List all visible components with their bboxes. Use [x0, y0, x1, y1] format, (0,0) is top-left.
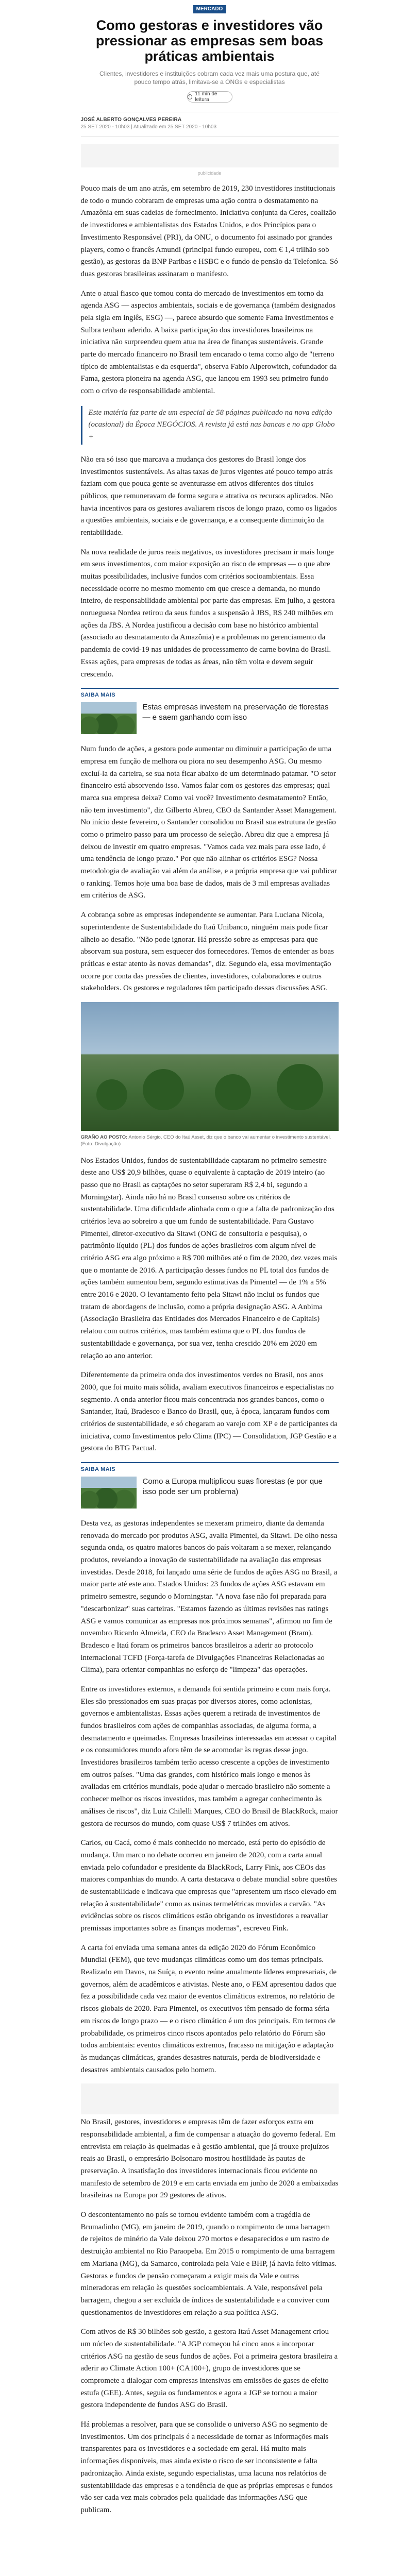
- clock-icon: [188, 94, 193, 99]
- ad-slot-2[interactable]: [81, 2083, 339, 2114]
- related-heading: SAIBA MAIS: [81, 688, 339, 698]
- special-edition-note: [81, 406, 339, 445]
- paragraph-16: Há problemas a resolver, para que se consolide o universo ASG no segmento de investimentos. Um dos principais é a necessidade de tornar as informações mais transparentes para os investidores e a sociedade em geral. Há muito mais informações disponíveis, mas ainda existe o risco de ser inconsistente e falta padronização. Ainda existe, segundo especialistas, uma lacuna nos relatórios de sustentabilidade das empresas e a tendência de que as próprias empresas e fundos vão ser cada vez mais cobrados pela qualidade das informações ASG que publicam.: [80, 2420, 333, 2514]
- related-article-2[interactable]: [81, 1462, 339, 1509]
- author-name[interactable]: JOSÉ ALBERTO GONÇALVES PEREIRA: [80, 117, 182, 123]
- paragraph-4: Na nova realidade de juros reais negativos, os investidores precisam ir mais longe em seus investimentos, com maior exposição ao risco de empresas — o que abre muitas possibilidades, inclusive fundos com critérios socioambientais. Essa necessidade ocorre no mesmo momento em que cresce a demanda, no mundo inteiro, de responsabilidade ambiental por parte das empresas. Em julho, a gestora norueguesa Nordea retirou da seus fundos a suspensão à JBS, R$ 240 milhões em ações da JBS. A Nordea justificou a decisão com base no histórico ambiental (associado ao desmatamento da Amazônia) e a problemas no gerenciamento da pandemia de covid-19 nas unidades de processamento de carne bovina do Brasil. Essas ações, para empresas de todas as áreas, não têm volta e devem seguir crescendo.: [80, 548, 335, 679]
- paragraph-15: Com ativos de R$ 30 bilhões sob gestão, a gestora Itaú Asset Management criou um núcleo de sustentabilidade. "A JGP começou há cinco anos a incorporar critérios ASG na gestão de seus fundos de ações. Foi a primeira gestora brasileira a aderir ao Climate Action 100+ (CA100+), grupo de investidores que se compromete a dialogar com empresas intensivas em emissões de gases de efeito estufa (GEE). Antes, seguia os fundamentos e agora a JGP se tornou a maior gestora independente de fundos ASG do Brasil.: [80, 2328, 338, 2410]
- related-title[interactable]: Como a Europa multiplicou suas florestas (e por que isso pode ser um problema): [142, 1477, 323, 1496]
- related-title[interactable]: Estas empresas investem na preservação de florestas — e saem ganhando com isso: [142, 703, 329, 722]
- ad-slot[interactable]: [81, 144, 339, 167]
- paragraph-11: Carlos, ou Cacá, como é mais conhecido no mercado, está perto do episódio de mudança. Um marco no debate ocorreu em janeiro de 2020, com a carta anual enviada pelo cofundador e presidente da BlackRock, Larry Fink, aos CEOs das maiores companhias do mundo. A carta destacava o debate mundial sobre questões de sustentabilidade e indicava que empresas que "apresentem um risco elevado em relação à sustentabilidade" como as usinas termelétricas movidas a carvão. "As evidências sobre os riscos climáticos estão obrigando os investidores a reavaliar premissas importantes sobre as finanças modernas", escreveu Fink.: [80, 1839, 337, 1933]
- related-card[interactable]: [81, 1477, 339, 1509]
- reading-time-label: 11 min de leitura: [195, 91, 217, 103]
- paragraph-3: Não era só isso que marcava a mudança dos gestores do Brasil longe dos investimentos sustentáveis. As altas taxas de juros vigentes até pouco tempo atrás faziam com que pouca gente se aventurasse em ativos diferentes dos títulos públicos, que remuneravam de forma segura e atrativa os recursos aplicados. Não havia incentivos para os gestores avaliarem riscos de longo prazo, como os ligados a questões ambientais, sociais e de governança, e a consequente diminuição da rentabilidade.: [80, 455, 337, 537]
- reading-time-badge: [187, 91, 232, 103]
- byline: [81, 112, 339, 137]
- related-thumbnail[interactable]: [81, 1477, 137, 1509]
- paragraph-14: O descontentamento no país se tornou evidente também com a tragédia de Brumadinho (MG), em janeiro de 2019, quando o rompimento de uma barragem de rejeitos de minério da Vale deixou 270 mortos e desaparecidos e um rastro de destruição ambiental no Rio Paraopeba. Em 2015 o rompimento de uma barragem em Mariana (MG), da Samarco, controlada pela Vale e BHP, já havia feito vítimas. Gestoras e fundos de pensão começaram a exigir mais da Vale e outras mineradoras em relação às questões socioambientais. A Vale, responsável pela barragem, chegou a ser excluída de índices de sustentabilidade e a conviver com questionamentos de investidores em relação a sua política ASG.: [80, 2211, 337, 2317]
- paragraph-7: Nos Estados Unidos, fundos de sustentabilidade captaram no primeiro semestre deste ano US$ 20,9 bilhões, quase o equivalente à captação de 2019 inteiro (ao passo que no Brasil as captações no setor superaram R$ 2,4 bi, segundo a Morningstar). Ainda não há no Brasil consenso sobre os critérios de sustentabilidade. Uma dificuldade alinhada com o que a falta de padronização dos critérios leva ao sobreiro a que um fundo de sustentabilidade. Para Gustavo Pimentel, diretor-executivo da Sitawi (ONG de consultoria e pesquisa), o patrimônio líquido (PL) dos fundos de ações brasileiros com algum nível de critério ASG era algo próximo a R$ 700 milhões até o fim de 2020, dez vezes mais que o montante de 2016. A participação desses fundos no PL total dos fundos de ações também aumentou bem, segundo estimativas da Pimentel — de 1% a 5% entre 2016 e 2020. O levantamento feito pela Sitawi não inclui os fundos que tratam de abordagens de inclusão, como a própria designação ASG. A Anbima (Associação Brasileira das Entidades dos Mercados Financeiro e de Capitais) relatou com outros critérios, mas também estima que o PL dos fundos de sustentabilidade e governança, por sua vez, tenha crescido 20% em 2020 em relação ao ano anterior.: [80, 1156, 338, 1360]
- related-article-1[interactable]: [81, 688, 339, 734]
- special-edition-text: Este matéria faz parte de um especial de 58 páginas publicado na nova edição (ocasional) da Época NEGÓCIOS. A revista já está nas bancas e no app Globo +: [88, 408, 335, 442]
- caption-credit: GRAÑO AO POSTO:: [80, 1134, 128, 1140]
- article-container: [81, 0, 339, 2545]
- related-card[interactable]: [81, 702, 339, 734]
- photo-caption: [81, 1134, 339, 1148]
- related-heading: SAIBA MAIS: [81, 1462, 339, 1472]
- paragraph-2: Ante o atual fiasco que tomou conta do mercado de investimentos em torno da agenda ASG — aspectos ambientais, sociais e de governança (também designados pela sigla em inglês, ESG) —, parece absurdo que somente Fama Investimentos e Sulbra tenham aderido. A baixa participação dos investidores brasileiros na iniciativa não surpreendeu quem atua na área de finanças sustentáveis. Grande parte do mercado financeiro no Brasil tem encarado o tema como algo de "terreno típico de ambientalistas e da esquerda", observa Fabio Alperowitch, cofundador da Fama, gestora pioneira na agenda ASG, que lançou em 1993 seu primeiro fundo com o crivo de responsabilidade ambiental.: [80, 289, 337, 396]
- paragraph-13: No Brasil, gestores, investidores e empresas têm de fazer esforços extra em responsabilidade ambiental, a fim de compensar a atuação do governo federal. Em entrevista em relação às queimadas e à gestão ambiental, que já trouxe prejuízos reais ao Brasil, o empresário Bolsonaro mostrou hostilidade às pautas de preservação. A insatisfação dos investidores internacionais ficou evidente no manifesto de setembro de 2019 e em carta enviada em junho de 2020 a embaixadas brasileiras na Europa por 29 gestores de ativos.: [80, 2118, 339, 2200]
- paragraph-9: Desta vez, as gestoras independentes se mexeram primeiro, diante da demanda renovada do mercado por produtos ASG, avalia Pimentel, da Sitawi. De olho nessa segunda onda, os quatro maiores bancos do país voltaram a se mexer, relançando produtos, revelando a inovação de sustentabilidade na avaliação das empresas investidas. Desde 2018, foi lançado uma série de fundos de ações ASG no Brasil, a maior parte até este ano. Estados Unidos: 23 fundos de ações ASG estavam em primeiro semestre, segundo o Morningstar. "A nova fase não foi preparada para "descarbonizar" suas carteiras. "Estamos fazendo as últimas revisões nas ratings ASG e vamos comunicar as empresas nos próximos semanas", afirmou no fim de novembro Ricardo Almeida, CEO da Bradesco Asset Management (Bram). Bradesco e Itaú foram os primeiros bancos brasileiros a aderir ao protocolo internacional TCFD (Força-tarefa de Divulgações Financeiras Relacionadas ao Clima), para orientar companhias no esforço de "limpeza" das operações.: [80, 1519, 338, 1674]
- paragraph-5: Num fundo de ações, a gestora pode aumentar ou diminuir a participação de uma empresa em função de melhora ou piora no seu desempenho ASG. Ou mesmo excluí-la da carteira, se sua nota ficar abaixo de um determinado patamar. "O setor financeiro está absorvendo isso. Vamos falar com os gestores das empresas; qual marca sua empresa deixa? Como vai você? Investimento desmatamento? Então, não tem investimento", diz Gilberto Abreu, CEO da Santander Asset Management. No início deste fevereiro, o Santander consolidou no Brasil sua estrutura de gestão como o primeiro passo para um processo de seleção. Abreu diz que a empresa já deixou de investir em quatro empresas. "Vamos cada vez mais para esse lado, é uma tendência de longo prazo." Por que não alinhar os critérios ESG? Nossa metodologia de avaliação vai além da análise, e a própria empresa que vai publicar o ranking. Temos hoje uma boa base de dados, mais de 3 mil empresas avaliadas em critérios de ASG.: [80, 745, 337, 900]
- paragraph-1: Pouco mais de um ano atrás, em setembro de 2019, 230 investidores institucionais de todo o mundo cobraram de empresas uma ação contra o desmatamento na Amazônia em suas cadeias de fornecimento. Iniciativa conjunta da Ceres, coalizão de investidores e ambientalistas dos Estados Unidos, e dos Princípios para o Investimento Responsável (PRI), da ONU, o documento foi assinado por grandes players, como o francês Amundi (principal fundo europeu, com € 1,4 trilhão sob gestão), as gestoras da BNP Paribas e HSBC e o fundo de pensão da Telefonica. Só duas gestoras brasileiras assinaram o manifesto.: [80, 184, 338, 278]
- paragraph-12: A carta foi enviada uma semana antes da edição 2020 do Fórum Econômico Mundial (FEM), que teve mudanças climáticas como um dos temas principais. Realizado em Davos, na Suíça, o evento reúne anualmente líderes empresariais, de governos, além de acadêmicos e ativistas. Neste ano, o FEM apresentou dados que fez a possibilidade cada vez maior de eventos climáticos extremos, no relatório de riscos globais de 2020. Para Pimentel, os executivos têm pensado de forma séria em riscos de longo prazo — e o risco climático é um dos principais. Em termos de probabilidade, os primeiros cinco riscos apontados pelo relatório do Fórum são todos ambientais: eventos climáticos extremos, fracasso na mitigação e adaptação às mudanças climáticas, grandes desastres naturais, perda de biodiversidade e desastres ambientais causados pelo homem.: [80, 1943, 337, 2074]
- paragraph-8: Diferentemente da primeira onda dos investimentos verdes no Brasil, nos anos 2000, que foi muito mais sólida, avaliam executivos financeiros e especialistas no segmento. A onda anterior ficou mais concentrada nos grandes bancos, como o Santander, Itaú, Bradesco e Banco do Brasil, que, à época, lançaram fundos com critérios de sustentabilidade, e só chegaram ao varejo com XP e de participantes da iniciativa, como Investimentos pelo Clima (IPC) — Consolidation, JGP Gestão e a gestora do BTG Pactual.: [80, 1371, 338, 1453]
- section-tag[interactable]: MERCADO: [193, 5, 226, 13]
- article-subtitle: Clientes, investidores e instituições cobram cada vez mais uma postura que, até pouco tempo atrás, limitava-se a ONGs e especialistas: [99, 70, 320, 86]
- paragraph-6: A cobrança sobre as empresas independente se aumentar. Para Luciana Nicola, superintendente de Sustentabilidade do Itaú Unibanco, ninguém mais pode ficar alheio ao desafio. "Não pode ignorar. Há pressão sobre as empresas para que absorvam sua postura, sem esquecer dos fornecedores. Temos de entender as boas práticas e estar atento às novas demandas", diz. Segundo ela, essa movimentação ocorre por conta das pressões de clientes, investidores, colaboradores e outros stakeholders. Os gestores e reguladores têm participado dessas discussões ASG.: [80, 911, 334, 993]
- caption-text: Antonio Sérgio, CEO do Itaú Asset, diz que o banco vai aumentar o investimento sustentável. (Foto: Divulgação): [80, 1134, 331, 1147]
- article-figure: [81, 1002, 339, 1148]
- ad-label: publicidade: [197, 171, 222, 176]
- article-title: Como gestoras e investidores vão pressionar as empresas sem boas práticas ambientais: [95, 18, 324, 64]
- article-photo: [81, 1002, 339, 1131]
- publish-date: 25 SET 2020 - 10h03 | Atualizado em 25 SET 2020 - 10h03: [80, 124, 217, 130]
- paragraph-10: Entre os investidores externos, a demanda foi sentida primeiro e com mais força. Eles são pressionados em suas praças por diversos atores, como acionistas, governos e ambientalistas. Essas ações querem a retirada de investimentos de fundos brasileiros com ações de companhias associadas, de alguma forma, a desmatamento e queimadas. Empresas brasileiras interessadas em acessar o capital e os consumidores mundo afora têm de se acomodar às regras desse jogo. Investidores brasileiros também terão acesso crescente a opções de investimento em outros países. "Uma das grandes, com histórico mais longo e menos às avaliadas em critérios mundiais, pode ajudar o mercado brasileiro não somente a conhecer melhor os riscos investidos, mas também a agregar conhecimento às análises de riscos", diz Luiz Chilelli Marques, CEO do Brasil de BlackRock, maior gestora de recursos do mundo, com quase US$ 7 trilhões em ativos.: [80, 1685, 338, 1828]
- related-thumbnail[interactable]: [81, 702, 137, 734]
